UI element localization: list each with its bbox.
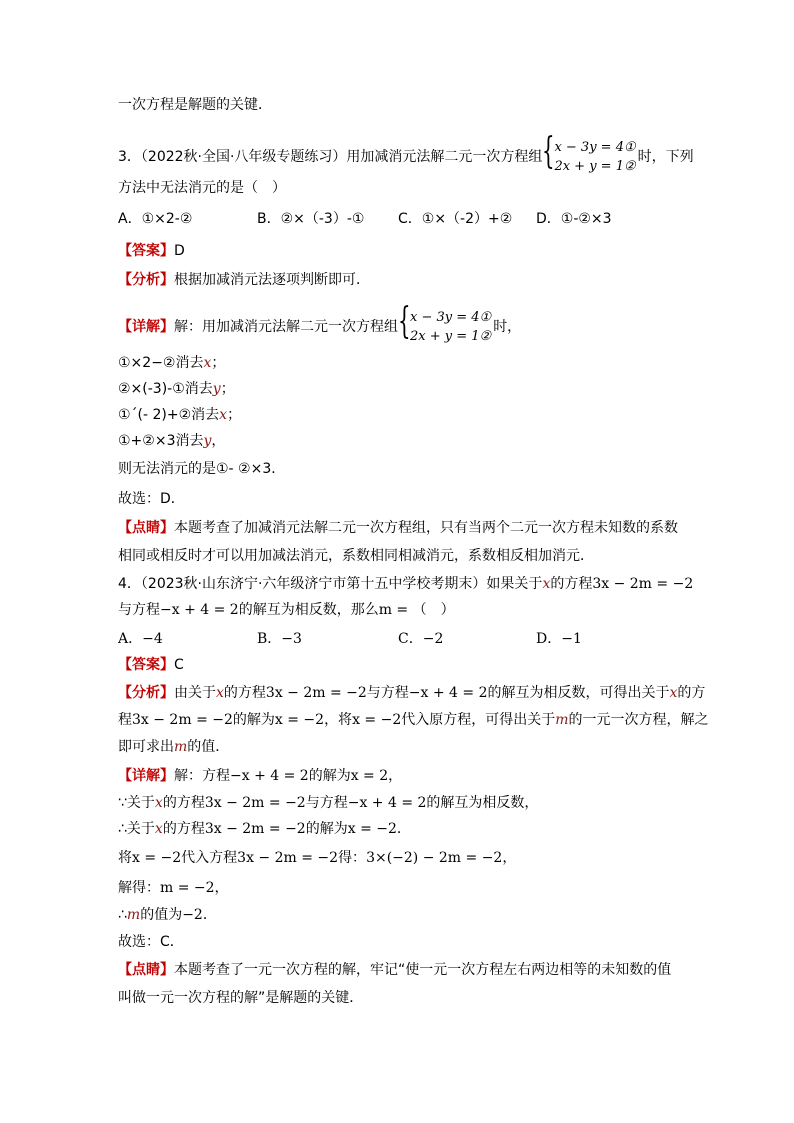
question-4-stem-line2: 与方程−x + 4 = 2的解互为相反数，那么m = （ ） [118, 602, 455, 618]
step-line: ①+②×3消去y， [118, 433, 226, 449]
detail-line: 【详解】解：用加减消元法解二元一次方程组 { x − 3y = 4① 2x + y = 1② 时， [118, 301, 522, 344]
detail-line: 【详解】解：方程−x + 4 = 2的解为x = 2， [118, 768, 403, 784]
step-line: ①×2−②消去x； [118, 355, 226, 371]
option-a: A．−4 [118, 631, 163, 647]
point-line: 叫做一元一次方程的解”是解题的关键． [118, 990, 364, 1006]
brace-icon: { [398, 301, 411, 342]
equation-system: { x − 3y = 4① 2x + y = 1② [542, 131, 636, 174]
point-line: 【点睛】本题考查了加减消元法解二元一次方程组，只有当两个二元一次方程未知数的系数 [118, 520, 678, 536]
option-c: C．−2 [398, 631, 444, 647]
text-line: 一次方程是解题的关键． [118, 97, 272, 113]
question-3-stem: 3．（2022秋·全国·八年级专题练习）用加减消元法解二元一次方程组 { x − 3y = 4① 2x + y = 1② 时，下列 [118, 131, 694, 174]
option-c: C．①×（-2）+② [398, 211, 513, 227]
detail-line: 将x = −2代入方程3x − 2m = −2得：3×(−2) − 2m = −2， [118, 850, 517, 866]
option-b: B．②×（-3）-① [257, 211, 365, 227]
analysis-line: 【分析】由关于x的方程3x − 2m = −2与方程−x + 4 = 2的解互为相反数，可得出关于x的方 [118, 685, 706, 701]
step-line: ②×(-3)-①消去y； [118, 381, 235, 397]
answer-line: 【答案】C [118, 657, 184, 673]
question-3-stem-line2: 方法中无法消元的是（ ） [118, 180, 286, 196]
option-a: A．①×2-② [118, 211, 193, 227]
detail-line: ∴关于x的方程3x − 2m = −2的解为x = −2． [118, 821, 411, 837]
analysis-line: 即可求出m的值． [118, 739, 230, 755]
point-line: 【点睛】本题考查了一元一次方程的解，牢记“使一元一次方程左右两边相等的未知数的值 [118, 962, 672, 978]
choose-line: 故选：C． [118, 934, 184, 950]
step-line: ①´(- 2)+②消去x； [118, 407, 242, 423]
answer-line: 【答案】D [118, 243, 185, 259]
equation-system: { x − 3y = 4① 2x + y = 1② [398, 301, 492, 344]
detail-line: ∴m的值为−2． [118, 907, 217, 923]
detail-line: ∵关于x的方程3x − 2m = −2与方程−x + 4 = 2的解互为相反数， [118, 795, 539, 811]
analysis-line: 程3x − 2m = −2的解为x = −2，将x = −2代入原方程，可得出关于m的一元一次方程，解之 [118, 712, 709, 728]
point-line: 相同或相反时才可以用加减法消元，系数相同相减消元，系数相反相加消元． [118, 548, 594, 564]
option-d: D．−1 [536, 631, 582, 647]
analysis-line: 【分析】根据加减消元法逐项判断即可． [118, 272, 370, 288]
option-d: D．①-②×3 [536, 211, 612, 227]
detail-line: 解得：m = −2， [118, 880, 229, 896]
choose-line: 故选：D． [118, 491, 185, 507]
question-4-stem: 4．（2023秋·山东济宁·六年级济宁市第十五中学校考期末）如果关于x的方程3x − 2m = −2 [118, 576, 694, 592]
step-line: 则无法消元的是①- ②×3． [118, 461, 286, 477]
brace-icon: { [542, 131, 556, 172]
option-b: B．−3 [257, 631, 302, 647]
